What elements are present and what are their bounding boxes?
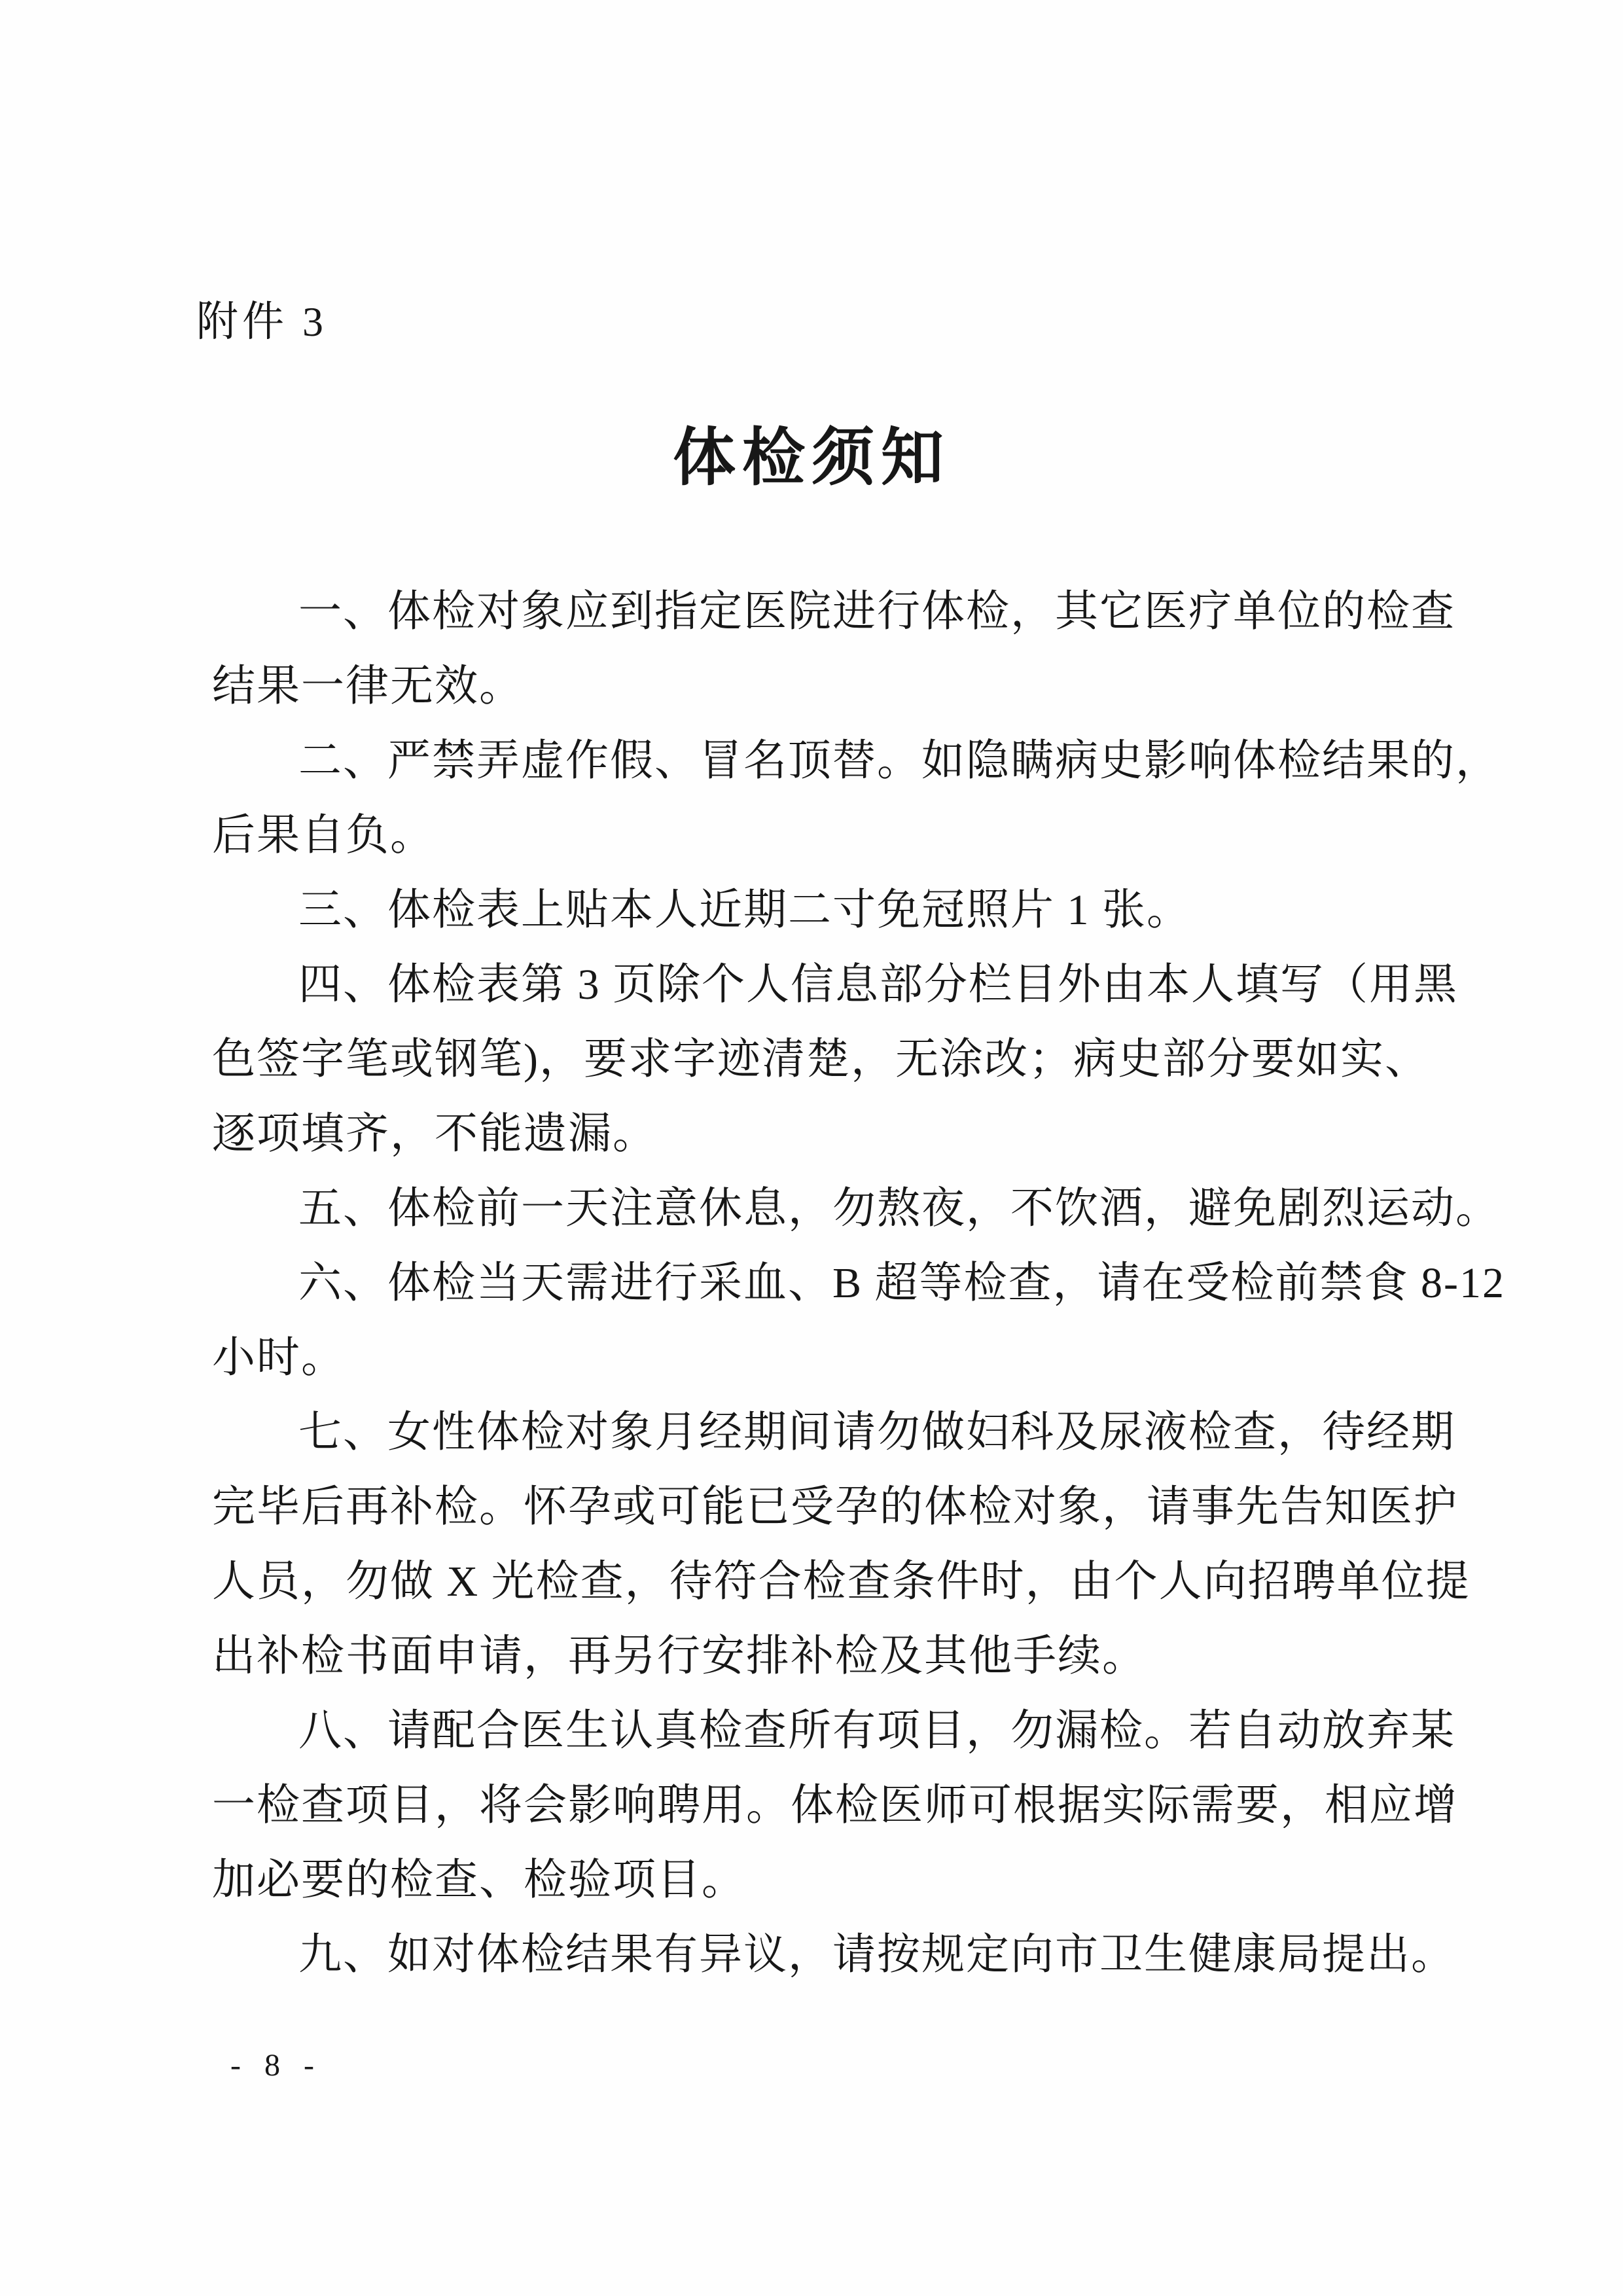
body-line: 三、体检表上贴本人近期二寸免冠照片 1 张。 [298, 886, 1191, 934]
body-line: 结果一律无效。 [212, 662, 524, 710]
body-line: 五、体检前一天注意休息，勿熬夜，不饮酒，避免剧烈运动。 [298, 1185, 1500, 1232]
body-line: 出补检书面申请，再另行安排补检及其他手续。 [212, 1632, 1147, 1680]
body-line: 小时。 [212, 1334, 346, 1382]
attachment-label: 附件 3 [196, 298, 327, 345]
body-line: 逐项填齐，不能遗漏。 [212, 1110, 657, 1158]
notice-body [212, 575, 1505, 1992]
body-line: 一检查项目，将会影响聘用。体检医师可根据实际需要，相应增 [212, 1782, 1458, 1829]
body-line: 一、体检对象应到指定医院进行体检，其它医疗单位的检查 [298, 588, 1455, 636]
page-number: - 8 - [230, 2048, 322, 2083]
body-line: 完毕后再补检。怀孕或可能已受孕的体检对象，请事先告知医护 [212, 1483, 1458, 1531]
body-line: 八、请配合医生认真检查所有项目，勿漏检。若自动放弃某 [298, 1707, 1455, 1755]
body-line: 色签字笔或钢笔)，要求字迹清楚，无涂改；病史部分要如实、 [212, 1035, 1429, 1083]
body-line: 人员，勿做 X 光检查，待符合检查条件时，由个人向招聘单位提 [212, 1558, 1471, 1605]
body-line: 二、严禁弄虚作假、冒名顶替。如隐瞒病史影响体检结果的， [298, 737, 1500, 785]
page-title: 体检须知 [673, 423, 950, 493]
body-line: 后果自负。 [212, 812, 435, 859]
body-line: 七、女性体检对象月经期间请勿做妇科及尿液检查，待经期 [298, 1408, 1455, 1456]
body-line: 四、体检表第 3 页除个人信息部分栏目外由本人填写（用黑 [298, 961, 1458, 1009]
body-line: 九、如对体检结果有异议，请按规定向市卫生健康局提出。 [298, 1931, 1455, 1979]
body-line: 六、体检当天需进行采血、B 超等检查，请在受检前禁食 8-12 [298, 1259, 1505, 1307]
body-line: 加必要的检查、检验项目。 [212, 1856, 746, 1904]
